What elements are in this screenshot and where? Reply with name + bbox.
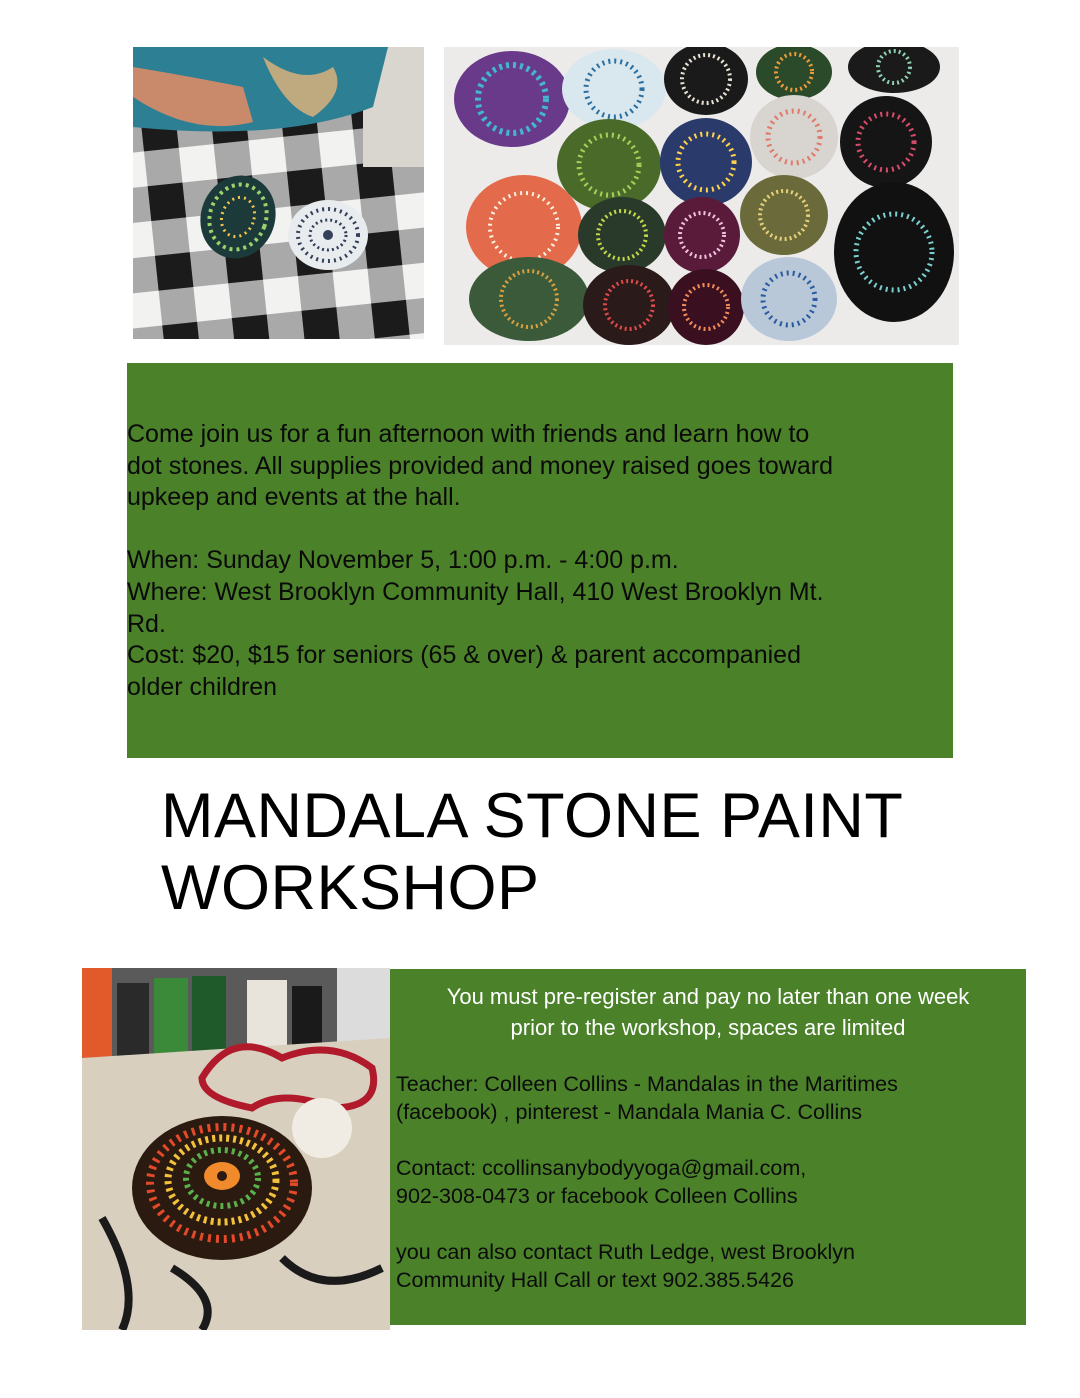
event-where: Where: West Brooklyn Community Hall, 410 West Brooklyn Mt. — [127, 577, 824, 606]
intro-line: Come join us for a fun afternoon with friends and learn how to — [127, 420, 810, 448]
event-info-panel — [127, 363, 953, 758]
teacher-line: (facebook) , pinterest - Mandala Mania C. Collins — [396, 1100, 863, 1124]
event-when: When: Sunday November 5, 1:00 p.m. - 4:00 p.m. — [127, 546, 679, 575]
alt-contact-line: Community Hall Call or text 902.385.5426 — [396, 1268, 794, 1292]
intro-line: upkeep and events at the hall. — [127, 483, 461, 512]
notice-line: prior to the workshop, spaces are limited — [510, 1015, 906, 1040]
intro-line: dot stones. All supplies provided and money raised goes toward — [127, 451, 833, 480]
alt-contact-line: you can also contact Ruth Ledge, west Brooklyn — [396, 1240, 855, 1264]
event-cost: Cost: $20, $15 for seniors (65 & over) & parent accompanied — [127, 641, 801, 670]
teacher-line: Teacher: Colleen Collins - Mandalas in the Maritimes — [396, 1072, 898, 1096]
headline-line: WORKSHOP — [161, 853, 540, 923]
workshop-headline — [161, 780, 961, 924]
photo-tray-of-stones — [444, 47, 959, 345]
event-cost: older children — [127, 672, 278, 701]
event-info-text — [127, 419, 953, 703]
event-where: Rd. — [127, 609, 166, 638]
contact-line: Contact: ccollinsanybodyyoga@gmail.com, — [396, 1156, 807, 1180]
contact-line: 902-308-0473 or facebook Colleen Collins — [396, 1184, 798, 1208]
notice-line: You must pre-register and pay no later than one week — [446, 984, 970, 1009]
registration-details — [396, 1070, 1022, 1294]
headline-line: MANDALA STONE PAINT — [161, 781, 904, 851]
photo-stones-on-cushion — [133, 47, 424, 339]
photo-painted-stone-table — [82, 968, 390, 1330]
registration-panel — [390, 969, 1026, 1325]
registration-notice — [390, 981, 1026, 1043]
